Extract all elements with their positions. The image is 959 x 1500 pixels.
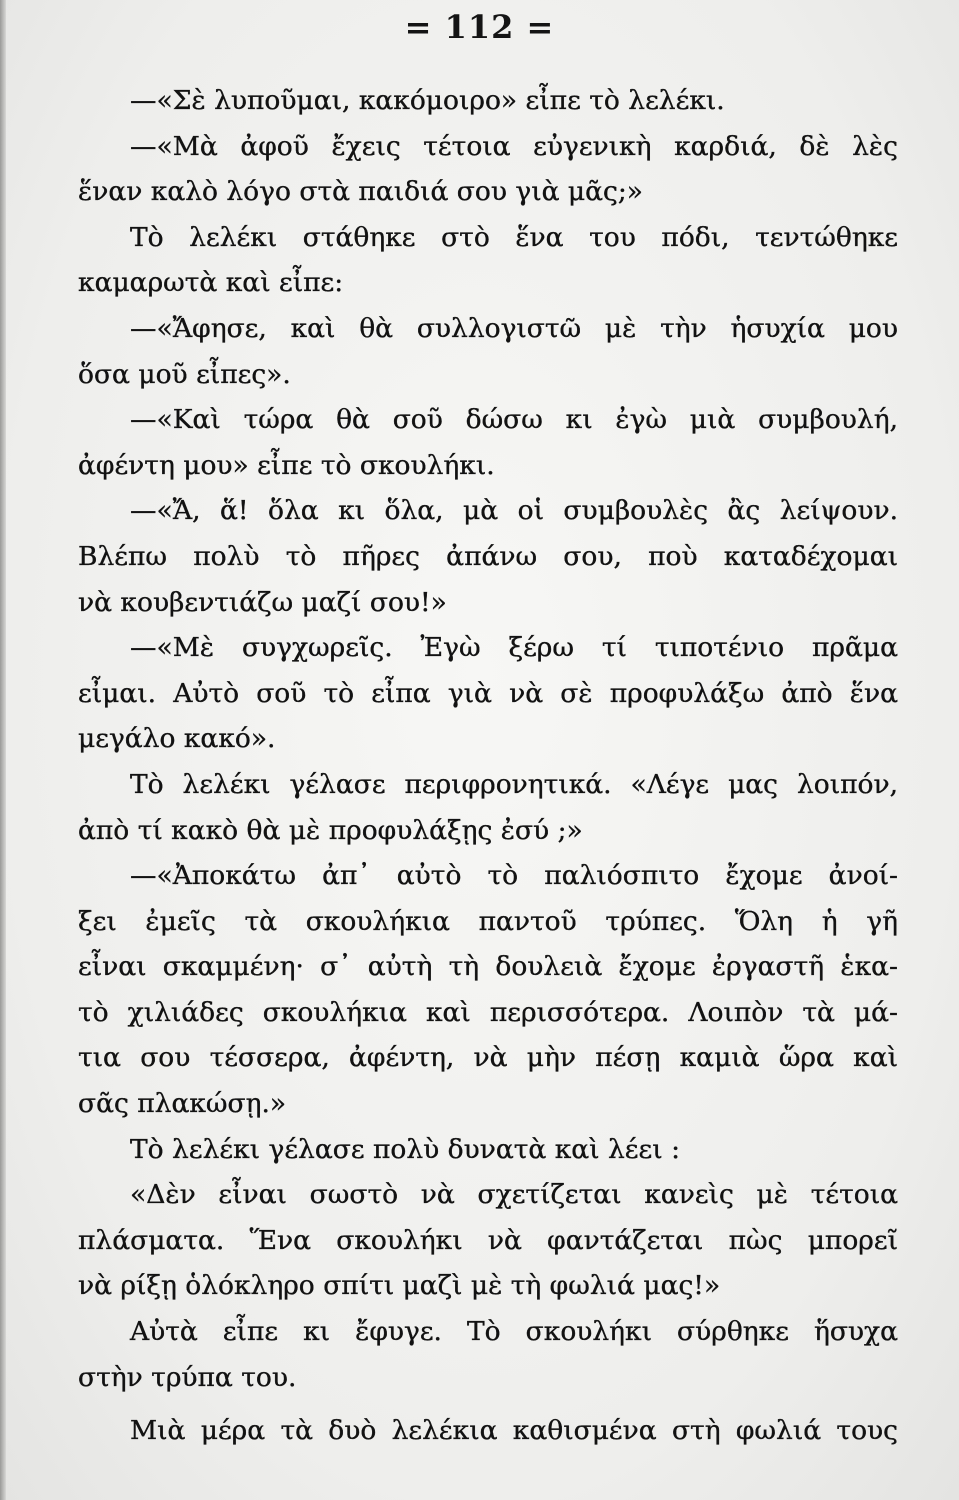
text-line: τια σου τέσσερα, ἀφέντη, νὰ μὴν πέσῃ καμιὰ ὥρα καὶ (78, 1042, 898, 1074)
text-line: τὸ χιλιάδες σκουλήκια καὶ περισσότερα. Λοιπὸν τὰ μά- (78, 996, 898, 1028)
text-line: μεγάλο κακό». (78, 723, 276, 755)
text-line: Μιὰ μέρα τὰ δυὸ λελέκια καθισμένα στὴ φωλιά τους (130, 1415, 898, 1447)
text-line: πλάσματα. Ἕνα σκουλήκι νὰ φαντάζεται πὼς μπορεῖ (78, 1224, 898, 1256)
text-line: «Δὲν εἶναι σωστὸ νὰ σχετίζεται κανεὶς μὲ τέτοια (130, 1179, 898, 1211)
text-line: —«Καὶ τώρα θὰ σοῦ δώσω κι ἐγὼ μιὰ συμβουλή, (130, 404, 898, 436)
text-line: καμαρωτὰ καὶ εἶπε: (78, 267, 344, 299)
text-line: Τὸ λελέκι γέλασε περιφρονητικά. «Λέγε μας λοιπόν, (130, 768, 898, 800)
text-line: —«Μὲ συγχωρεῖς. Ἐγὼ ξέρω τί τιποτένιο πρᾶμα (130, 632, 898, 664)
text-line: —«Ἀποκάτω ἀπ᾽ αὐτὸ τὸ παλιόσπιτο ἔχομε ἀνοί- (130, 860, 898, 892)
text-line: ἕναν καλὸ λόγο στὰ παιδιά σου γιὰ μᾶς;» (78, 176, 644, 208)
text-line: νὰ κουβεντιάζω μαζί σου!» (78, 586, 447, 618)
text-line: Τὸ λελέκι στάθηκε στὸ ἕνα του πόδι, τεντώθηκε (130, 221, 898, 253)
text-line: Αὐτὰ εἶπε κι ἔφυγε. Τὸ σκουλήκι σύρθηκε ἥσυχα (130, 1316, 898, 1348)
text-line: Τὸ λελέκι γέλασε πολὺ δυνατὰ καὶ λέει : (130, 1133, 680, 1165)
text-line: σᾶς πλακώσῃ.» (78, 1088, 287, 1120)
text-line: —«Ἄφησε, καὶ θὰ συλλογιστῶ μὲ τὴν ἡσυχία μου (130, 312, 898, 344)
text-line: —«Ἄ, ἅ! ὅλα κι ὅλα, μὰ οἱ συμβουλὲς ἂς λείψουν. (130, 495, 898, 527)
text-body (78, 78, 898, 1454)
text-line: στὴν τρύπα του. (78, 1361, 297, 1393)
text-line: —«Σὲ λυποῦμαι, κακόμοιρο» εἶπε τὸ λελέκι. (130, 85, 725, 116)
text-line: ἀπὸ τί κακὸ θὰ μὲ προφυλάξῃς ἐσύ ;» (78, 814, 583, 846)
text-line: Βλέπω πολὺ τὸ πῆρες ἀπάνω σου, ποὺ καταδέχομαι (78, 540, 898, 572)
text-line: ὅσα μοῦ εἶπες». (78, 358, 291, 390)
text-line: εἶναι σκαμμένη· σ᾽ αὐτὴ τὴ δουλειὰ ἔχομε ἐργαστῆ ἑκα- (78, 951, 898, 983)
text-line: ἀφέντη μου» εἶπε τὸ σκουλήκι. (78, 449, 495, 481)
text-line: νὰ ρίξῃ ὁλόκληρο σπίτι μαζὶ μὲ τὴ φωλιά μας!» (78, 1270, 721, 1302)
page-binding-edge (0, 0, 6, 1500)
text-line: ξει ἐμεῖς τὰ σκουλήκια παντοῦ τρύπες. Ὅλη ἡ γῆ (78, 905, 898, 937)
text-line: —«Μὰ ἀφοῦ ἔχεις τέτοια εὐγενικὴ καρδιά, δὲ λὲς (130, 130, 898, 162)
text-line: εἶμαι. Αὐτὸ σοῦ τὸ εἶπα γιὰ νὰ σὲ προφυλάξω ἀπὸ ἕνα (78, 677, 898, 709)
page-number: = 112 = (404, 8, 555, 46)
